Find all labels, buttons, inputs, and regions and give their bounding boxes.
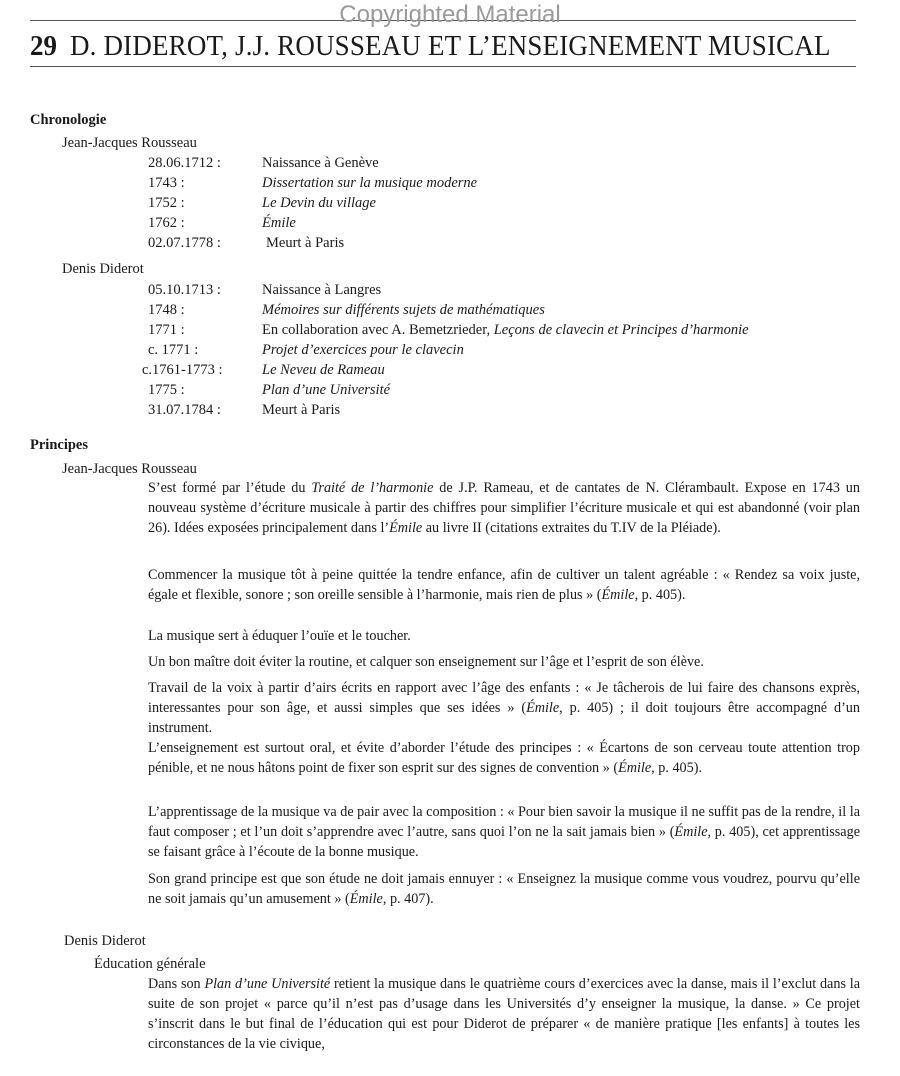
chrono-date: 02.07.1778 : (148, 235, 221, 251)
section-heading-principes: Principes (30, 437, 88, 453)
paragraph: La musique sert à éduquer l’ouïe et le toucher. (148, 628, 411, 644)
chrono-event: Dissertation sur la musique moderne (262, 175, 478, 191)
text-run: retient la musique dans le quatrième cours d’exercices avec la danse, mais il l’exclut dans la suite de son projet « parce qu’il n’est pas d’usage dans les Universités d’y enseigner la musique, la danse. » Ce projet s’inscrit dans le but final de l’éducation qui est pour Diderot de préparer « de manière pratique [les enfants] à toutes les circonstances de la vie civique, (148, 976, 860, 1052)
text-run: , p. 407). (382, 891, 434, 907)
chrono-event-prefix: En collaboration avec A. Bemetzrieder, (262, 322, 494, 338)
work-title: Émile (618, 760, 652, 776)
text-run: L’apprentissage de la musique va de pair avec la composition : « Pour bien savoir la musique il ne suffit pas de la rendre, il la faut composer ; et l’un doit s’apprendre avec l’autre, sans quoi l’on ne la sait jamais bien » ( (148, 804, 860, 840)
paragraph (148, 565, 860, 605)
chrono-event: Meurt à Paris (266, 235, 345, 251)
text-run: , p. 405), cet apprentissage se faisant grâce à l’écoute de la bonne musique. (148, 824, 860, 860)
chrono-event: Le Neveu de Rameau (262, 362, 385, 378)
header-rule-bottom (30, 66, 856, 67)
chrono-event: Naissance à Genève (262, 155, 379, 171)
chrono-event-title: Leçons de clavecin et Principes d’harmonie (493, 322, 749, 338)
chrono-date: 1771 : (148, 322, 185, 338)
work-title: Émile (526, 700, 560, 716)
text-run: Dans son (148, 976, 205, 992)
chrono-date: 31.07.1784 : (148, 402, 221, 418)
chrono-event: Meurt à Paris (262, 402, 341, 418)
chrono-date: 1775 : (148, 382, 185, 398)
principes-rousseau-name: Jean-Jacques Rousseau (62, 461, 197, 477)
paragraph (148, 478, 860, 538)
chrono-date: 1752 : (148, 195, 185, 211)
chrono-event (262, 320, 749, 340)
paragraph (148, 678, 860, 738)
paragraph (148, 802, 860, 862)
chrono-event: Le Devin du village (262, 195, 376, 211)
chrono-date: 1743 : (148, 175, 185, 191)
education-generale-heading: Éducation générale (94, 956, 206, 972)
paragraph: Un bon maître doit éviter la routine, et calquer son enseignement sur l’âge et l’esprit de son élève. (148, 654, 704, 670)
chrono-date: 1762 : (148, 215, 185, 231)
chrono-date: 05.10.1713 : (148, 282, 221, 298)
text-run: , p. 405). (651, 760, 703, 776)
chrono-diderot-name: Denis Diderot (62, 261, 144, 277)
page-header (30, 26, 831, 66)
text-run: , p. 405) ; il doit toujours être accompagné d’un instrument. (148, 700, 860, 736)
work-title: Émile (601, 587, 635, 603)
chrono-event: Mémoires sur différents sujets de mathématiques (262, 302, 545, 318)
paragraph (148, 869, 860, 909)
text-run: Travail de la voix à partir d’airs écrits en rapport avec l’âge des enfants : « Je tâcherois de lui faire des chansons exprès, interessantes pour son âge, et aussi simples que ses idées » ( (148, 680, 860, 716)
text-run: S’est formé par l’étude du (148, 480, 312, 496)
chrono-event: Plan d’une Université (262, 382, 391, 398)
chrono-date: c.1761-1773 : (142, 362, 223, 378)
chrono-rousseau-name: Jean-Jacques Rousseau (62, 135, 197, 151)
text-run: Son grand principe est que son étude ne doit jamais ennuyer : « Enseignez la musique comme vous voudrez, pourvu qu’elle ne soit jamais qu’un amusement » ( (148, 871, 860, 907)
copyright-watermark: Copyrighted Material (339, 1, 561, 28)
work-title: Traité de l’harmonie (311, 480, 434, 496)
work-title: Émile (389, 520, 423, 536)
chrono-event: Émile (262, 215, 296, 231)
chrono-event: Naissance à Langres (262, 282, 382, 298)
page-title: D. DIDEROT, J.J. ROUSSEAU ET L’ENSEIGNEMENT MUSICAL (69, 30, 831, 62)
chrono-event: Projet d’exercices pour le clavecin (262, 342, 464, 358)
text-run: de J.P. Rameau, et de cantates de N. Clérambault. Expose en 1743 un nouveau système d’écriture musicale à partir des chiffres pour simplifier l’écriture musicale et qui est abandonné (voir plan 26). Idées exposées principalement dans l’ (148, 480, 860, 536)
section-heading-chronologie: Chronologie (30, 112, 107, 128)
work-title: Émile (674, 824, 708, 840)
chrono-date: c. 1771 : (148, 342, 199, 358)
page-number: 29 (30, 30, 57, 62)
principes-diderot-name: Denis Diderot (64, 933, 146, 949)
text-run: au livre II (citations extraites du T.IV de la Pléiade). (422, 520, 721, 536)
work-title: Émile (349, 891, 383, 907)
text-run: Commencer la musique tôt à peine quittée la tendre enfance, afin de cultiver un talent agréable : « Rendez sa voix juste, égale et flexible, sonore ; son oreille sensible à l’harmonie, mais rien de plus » ( (148, 567, 860, 603)
chrono-date: 1748 : (148, 302, 185, 318)
chrono-date: 28.06.1712 : (148, 155, 221, 171)
work-title: Plan d’une Université (204, 976, 331, 992)
paragraph (148, 974, 860, 1054)
text-run: , p. 405). (634, 587, 686, 603)
paragraph (148, 738, 860, 778)
text-run: L’enseignement est surtout oral, et évite d’aborder l’étude des principes : « Écartons de son cerveau toute attention trop pénible, et ne nous hâtons point de fixer son esprit sur des signes de convention » ( (148, 740, 860, 776)
